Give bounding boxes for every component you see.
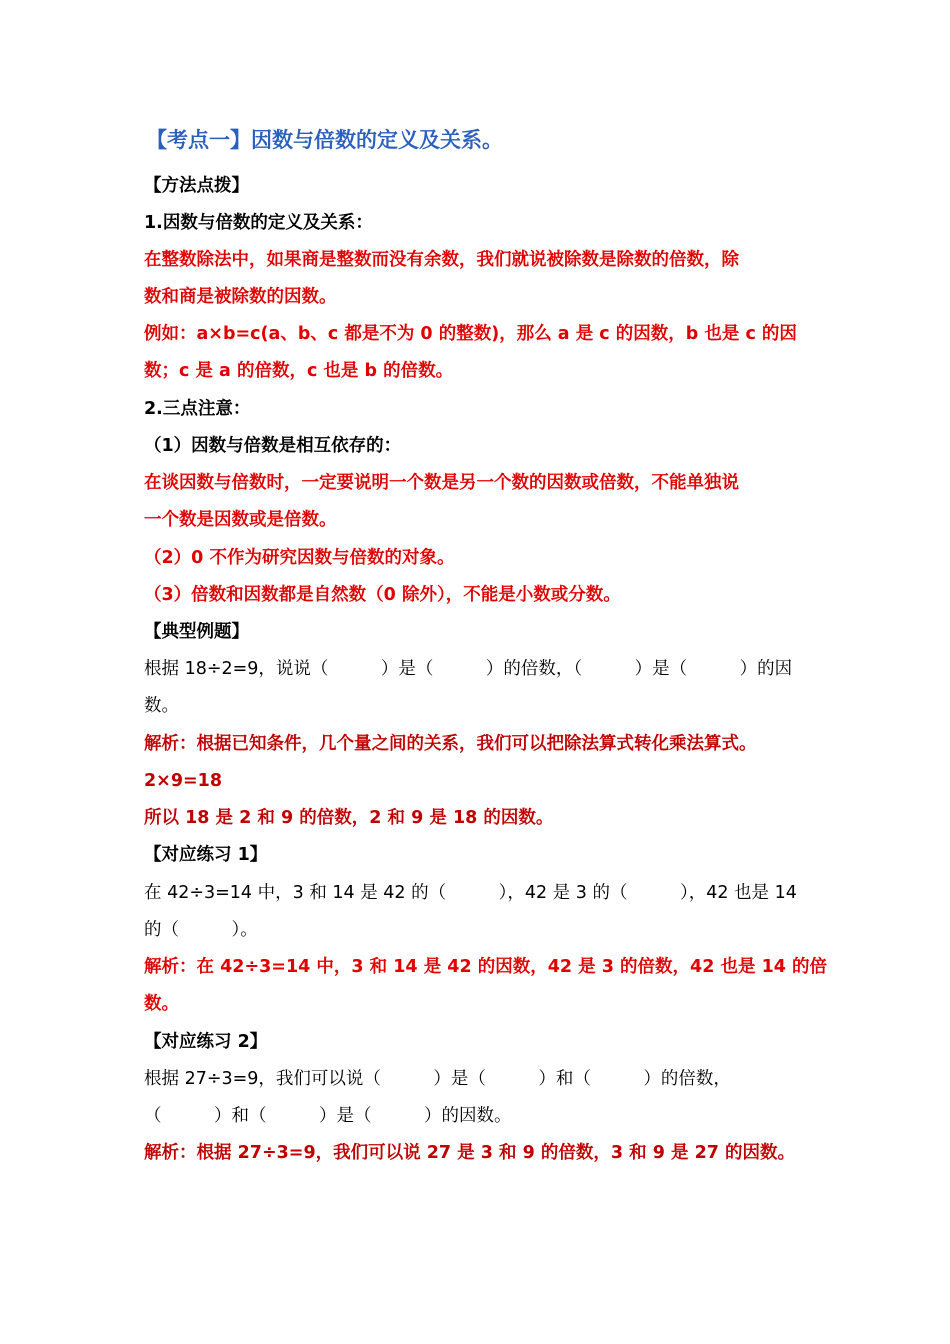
typical-example-heading: 【典型例题】 (144, 622, 249, 642)
example-analysis-line-1: 解析：根据已知条件，几个量之间的关系，我们可以把除法算式转化乘法算式。 (144, 734, 757, 754)
exercise-2-question-line-2: （ ）和（ ）是（ ）的因数。 (144, 1106, 512, 1126)
example-line-2: 数；c 是 a 的倍数，c 也是 b 的倍数。 (144, 361, 454, 381)
note-1-heading: （1）因数与倍数是相互依存的： (144, 436, 402, 456)
exercise-2-question-line-1: 根据 27÷3=9，我们可以说（ ）是（ ）和（ ）的倍数， (144, 1069, 731, 1089)
exercise-1-analysis-line-2: 数。 (144, 994, 179, 1014)
note-1-line-1: 在谈因数与倍数时，一定要说明一个数是另一个数的因数或倍数，不能单独说 (144, 473, 739, 493)
method-heading: 【方法点拨】 (144, 176, 249, 196)
section-title: 【考点一】因数与倍数的定义及关系。 (146, 128, 503, 152)
exercise-1-question-line-2: 的（ ）。 (144, 920, 258, 940)
example-analysis-line-2: 2×9=18 (144, 771, 223, 791)
point-2-heading: 2.三点注意： (144, 399, 251, 419)
definition-line-2: 数和商是被除数的因数。 (144, 287, 337, 307)
definition-line-1: 在整数除法中，如果商是整数而没有余数，我们就说被除数是除数的倍数，除 (144, 250, 739, 270)
point-1-heading: 1.因数与倍数的定义及关系： (144, 213, 373, 233)
example-analysis-line-3: 所以 18 是 2 和 9 的倍数，2 和 9 是 18 的因数。 (144, 808, 554, 828)
exercise-1-analysis-line-1: 解析：在 42÷3=14 中，3 和 14 是 42 的因数，42 是 3 的倍数，42 也是 14 的倍 (144, 957, 828, 977)
exercise-1-question-line-1: 在 42÷3=14 中，3 和 14 是 42 的（ ），42 是 3 的（ ），42 也是 14 (144, 883, 797, 903)
exercise-1-heading: 【对应练习 1】 (144, 845, 268, 865)
exercise-2-heading: 【对应练习 2】 (144, 1032, 268, 1052)
note-3: （3）倍数和因数都是自然数（0 除外），不能是小数或分数。 (144, 585, 621, 605)
example-question-line-1: 根据 18÷2=9，说说（ ）是（ ）的倍数，（ ）是（ ）的因 (144, 659, 793, 679)
note-1-line-2: 一个数是因数或是倍数。 (144, 510, 337, 530)
example-question-line-2: 数。 (144, 696, 179, 716)
note-2: （2）0 不作为研究因数与倍数的对象。 (144, 548, 455, 568)
example-line-1: 例如：a×b=c(a、b、c 都是不为 0 的整数)，那么 a 是 c 的因数，b 也是 c 的因 (144, 324, 797, 344)
exercise-2-analysis: 解析：根据 27÷3=9，我们可以说 27 是 3 和 9 的倍数，3 和 9 是 27 的因数。 (144, 1143, 796, 1163)
